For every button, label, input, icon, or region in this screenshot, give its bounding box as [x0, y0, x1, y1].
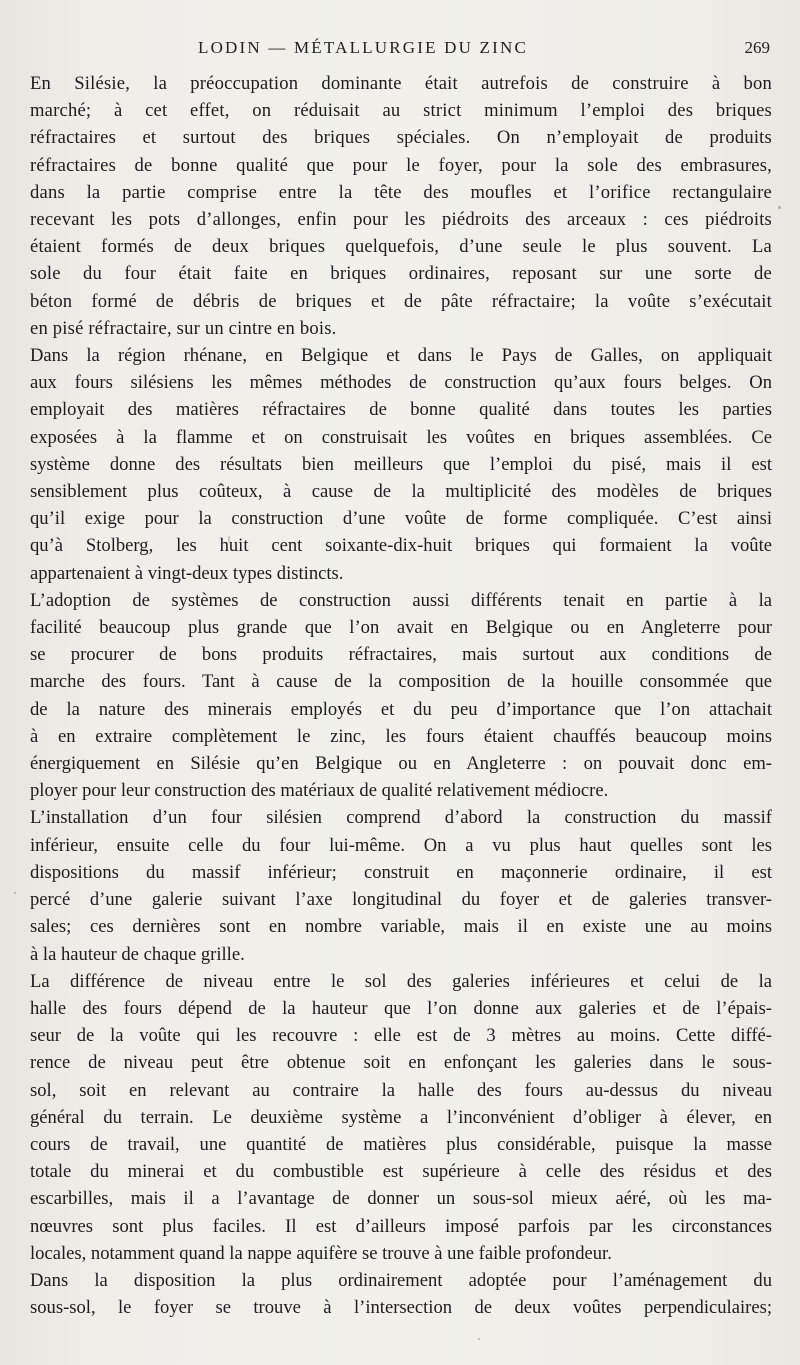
text-line: sensiblement plus coûteux, à cause de la multiplicité des modèles de briques	[30, 481, 772, 503]
text-line: Dans la région rhénane, en Belgique et dans le Pays de Galles, on appliquait	[30, 345, 772, 367]
text-line: La différence de niveau entre le sol des galeries inférieures et celui de la	[30, 970, 772, 992]
text-line: général du terrain. Le deuxième système a l’inconvénient d’obliger à élever, en	[30, 1106, 772, 1128]
text-line: ployer pour leur construction des matériaux de qualité relativement médiocre.	[30, 780, 609, 802]
text-line: locales, notamment quand la nappe aquifère se trouve à une faible profondeur.	[30, 1242, 612, 1264]
text-line: seur de la voûte qui les recouvre : elle est de 3 mètres au moins. Cette diffé-	[30, 1025, 772, 1047]
text-line: totale du minerai et du combustible est supérieure à celle des résidus et des	[30, 1161, 772, 1183]
text-line: nœuvres sont plus faciles. Il est d’ailleurs imposé parfois par les circonstances	[30, 1215, 772, 1237]
text-line: à en extraire complètement le zinc, les fours étaient chauffés beaucoup moins	[30, 725, 772, 747]
text-line: recevant les pots d’allonges, enfin pour les piédroits des arceaux : ces piédroits	[30, 209, 772, 231]
text-line: énergiquement en Silésie qu’en Belgique ou en Angleterre : on pouvait donc em-	[30, 753, 772, 775]
paper-speck	[14, 892, 16, 894]
text-line: escarbilles, mais il a l’avantage de donner un sous-sol mieux aéré, où les ma-	[30, 1188, 772, 1210]
running-title: LODIN — MÉTALLURGIE DU ZINC	[198, 38, 528, 57]
text-line: sales; ces dernières sont en nombre variable, mais il en existe une au moins	[30, 916, 772, 938]
text-line: en pisé réfractaire, sur un cintre en bois.	[30, 317, 337, 339]
text-line: réfractaires et surtout des briques spéciales. On n’employait de produits	[30, 127, 772, 149]
text-line: de la nature des minerais employés et du peu d’importance que l’on attachait	[30, 698, 772, 720]
paper-speck	[778, 206, 781, 209]
text-line: exposées à la flamme et on construisait les voûtes en briques assemblées. Ce	[30, 426, 772, 448]
text-line: aux fours silésiens les mêmes méthodes de construction qu’aux fours belges. On	[30, 372, 772, 394]
paragraph-subsoil-layout	[30, 1267, 772, 1321]
text-line: dans la partie comprise entre la tête des moufles et l’orifice rectangulaire	[30, 181, 772, 203]
paragraph-silesia-construction	[30, 70, 772, 342]
paragraph-level-difference	[30, 968, 772, 1267]
paper-speck	[228, 536, 230, 542]
text-line: marché; à cet effet, on réduisait au strict minimum l’emploi des briques	[30, 100, 772, 122]
paragraph-adoption-systems	[30, 587, 772, 805]
text-line: étaient formés de deux briques quelquefois, d’une seule le plus souvent. La	[30, 236, 772, 258]
paragraph-silesian-installation	[30, 804, 772, 967]
paragraph-rhine-region	[30, 342, 772, 587]
text-line: En Silésie, la préoccupation dominante était autrefois de construire à bon	[30, 73, 772, 94]
text-line: halle des fours dépend de la hauteur que l’on donne aux galeries et de l’épais-	[30, 997, 772, 1019]
text-line: se procurer de bons produits réfractaires, mais surtout aux conditions de	[30, 644, 772, 666]
text-line: qu’il exige pour la construction d’une voûte de forme compliquée. C’est ainsi	[30, 508, 772, 530]
page-number: 269	[744, 38, 770, 57]
running-head	[30, 34, 772, 70]
text-line: L’adoption de systèmes de construction aussi différents tenait en partie à la	[30, 589, 772, 611]
text-line: béton formé de débris de briques et de pâte réfractaire; la voûte s’exécutait	[30, 290, 772, 312]
text-line: Dans la disposition la plus ordinairement adoptée pour l’aménagement du	[30, 1269, 772, 1291]
text-line: cours de travail, une quantité de matières plus considérable, puisque la masse	[30, 1133, 772, 1155]
text-line: réfractaires de bonne qualité que pour le foyer, pour la sole des embrasures,	[30, 154, 772, 176]
text-line: marche des fours. Tant à cause de la composition de la houille consommée que	[30, 671, 772, 693]
text-line: à la hauteur de chaque grille.	[30, 943, 245, 965]
text-line: sous-sol, le foyer se trouve à l’intersection de deux voûtes perpendiculaires;	[30, 1297, 772, 1319]
text-line: qu’à Stolberg, les huit cent soixante-dix-huit briques qui formaient la voûte	[30, 535, 772, 557]
text-line: L’installation d’un four silésien comprend d’abord la construction du massif	[30, 807, 772, 829]
text-line: système donne des résultats bien meilleurs que l’emploi du pisé, mais il est	[30, 453, 772, 475]
text-line: sol, soit en relevant au contraire la halle des fours au-dessus du niveau	[30, 1079, 772, 1101]
text-line: sole du four était faite en briques ordinaires, reposant sur une sorte de	[30, 263, 772, 285]
text-line: rence de niveau peut être obtenue soit en enfonçant les galeries dans le sous-	[30, 1052, 772, 1074]
text-line: inférieur, ensuite celle du four lui-même. On a vu plus haut quelles sont les	[30, 834, 772, 856]
text-line: percé d’une galerie suivant l’axe longitudinal du foyer et de galeries transver-	[30, 889, 772, 911]
text-line: facilité beaucoup plus grande que l’on avait en Belgique ou en Angleterre pour	[30, 617, 772, 639]
text-line: employait des matières réfractaires de bonne qualité dans toutes les parties	[30, 399, 772, 421]
body-text	[30, 70, 772, 1321]
text-line: dispositions du massif inférieur; construit en maçonnerie ordinaire, il est	[30, 861, 772, 883]
text-line: appartenaient à vingt-deux types distincts.	[30, 562, 344, 584]
paper-speck	[478, 1338, 480, 1340]
